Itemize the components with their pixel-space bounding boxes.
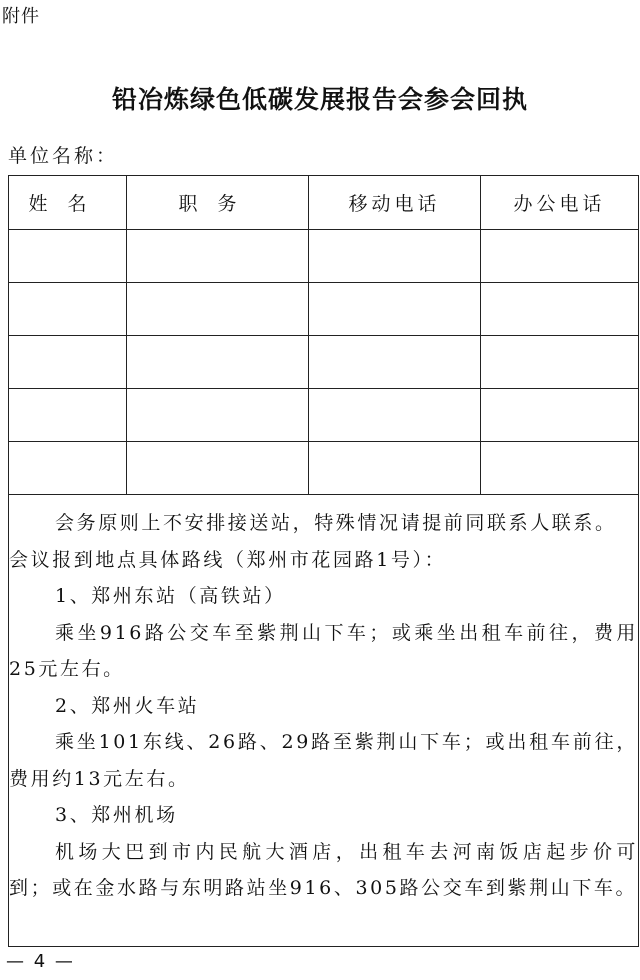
office-phone-cell[interactable] [481,336,639,389]
header-name: 姓名 [9,176,127,230]
note-paragraph: 乘坐916路公交车至紫荆山下车；或乘坐出租车前往，费用25元左右。 [9,621,638,680]
notes-row [9,495,639,947]
note-paragraph: 1、郑州东站（高铁站） [55,585,286,607]
table-row [9,442,639,495]
unit-name-label: 单位名称： [8,145,119,167]
name-cell[interactable] [9,389,127,442]
name-cell[interactable] [9,442,127,495]
table-row [9,336,639,389]
notes-cell [9,495,639,947]
mobile-phone-cell[interactable] [309,230,481,283]
note-paragraph: 乘坐101东线、26路、29路至紫荆山下车；或出租车前往，费用约13元左右。 [9,731,638,790]
position-cell[interactable] [127,336,309,389]
office-phone-cell[interactable] [481,230,639,283]
header-office-phone: 办公电话 [481,176,639,230]
note-paragraph: 机场大巴到市内民航大酒店，出租车去河南饭店起步价可到；或在金水路与东明路站坐916、305路公交车到紫荆山下车。 [9,840,638,899]
mobile-phone-cell[interactable] [309,442,481,495]
position-cell[interactable] [127,283,309,336]
position-cell[interactable] [127,230,309,283]
registration-table [8,175,639,947]
note-paragraph: 会议报到地点具体路线（郑州市花园路1号）： [9,548,447,571]
mobile-phone-cell[interactable] [309,336,481,389]
position-cell[interactable] [127,442,309,495]
header-mobile-phone: 移动电话 [309,176,481,230]
table-row [9,389,639,442]
office-phone-cell[interactable] [481,283,639,336]
name-cell[interactable] [9,336,127,389]
notes-block [9,495,638,907]
header-position: 职务 [127,176,309,230]
note-paragraph: 3、郑州机场 [55,804,178,826]
mobile-phone-cell[interactable] [309,283,481,336]
attachment-label: 附件 [2,6,40,27]
office-phone-cell[interactable] [481,442,639,495]
office-phone-cell[interactable] [481,389,639,442]
note-paragraph: 2、郑州火车站 [55,694,200,717]
name-cell[interactable] [9,230,127,283]
name-cell[interactable] [9,283,127,336]
note-paragraph: 会务原则上不安排接送站，特殊情况请提前同联系人联系。 [55,512,617,534]
page-number: — 4 — [6,951,75,972]
mobile-phone-cell[interactable] [309,389,481,442]
position-cell[interactable] [127,389,309,442]
table-row [9,283,639,336]
page-title: 铅冶炼绿色低碳发展报告会参会回执 [111,85,528,114]
table-header-row [9,176,639,230]
table-row [9,230,639,283]
